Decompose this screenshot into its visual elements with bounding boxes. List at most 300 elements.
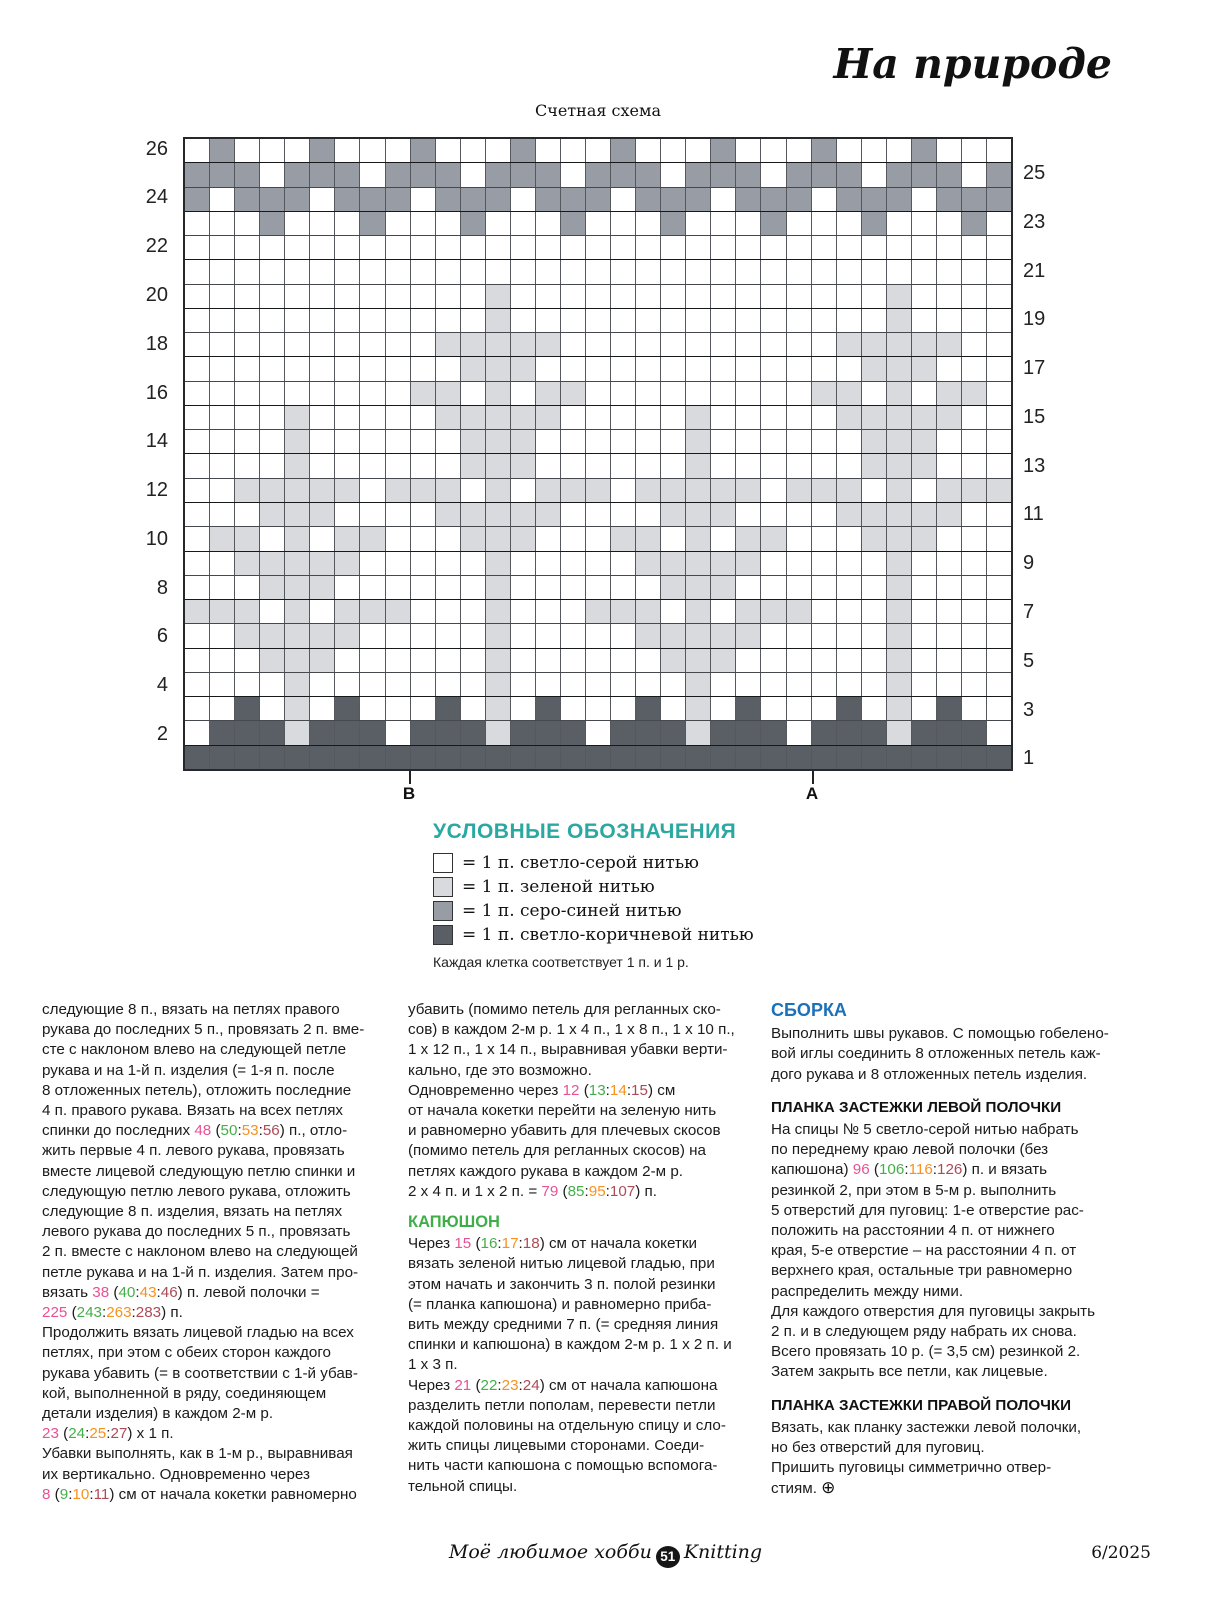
chart-cell [912,333,937,356]
chart-cell [787,649,812,672]
instruction-line: (помимо петель для регланных скосов) на [408,1142,706,1160]
chart-cell [736,746,761,769]
chart-cell [711,285,736,308]
chart-cell [285,527,310,550]
chart-cell [260,746,285,769]
size-value: 10 [72,1485,90,1503]
chart-cell [661,721,686,744]
row-number: 26 [145,138,168,160]
chart-cell [536,527,561,550]
legend-swatch [433,853,453,873]
chart-cell [711,479,736,502]
chart-cell [711,406,736,429]
row-number: 22 [145,235,168,257]
chart-cell [761,163,786,186]
chart-cell [411,406,436,429]
chart-cell [711,260,736,283]
chart-cell [411,139,436,162]
end-of-pattern-icon: ⊕ [821,1478,836,1498]
chart-cell [210,552,235,575]
chart-legend [433,820,754,970]
chart-cell [486,163,511,186]
legend-item [433,875,754,899]
instruction-line: их вертикально. Одновременно через [42,1465,311,1483]
chart-cell [912,139,937,162]
chart-cell [210,357,235,380]
chart-cell [386,382,411,405]
chart-cell [511,406,536,429]
repeat-tick-b [409,771,411,784]
chart-cell [887,188,912,211]
chart-cell [887,552,912,575]
chart-cell [686,382,711,405]
chart-cell [486,479,511,502]
chart-cell [235,357,260,380]
chart-cell [386,285,411,308]
chart-cell [360,382,385,405]
instruction-line: 2 п. вместе с наклоном влево на следующей [42,1243,358,1261]
chart-cell [962,406,987,429]
chart-cell [411,357,436,380]
chart-cell [536,163,561,186]
chart-cell [962,479,987,502]
instruction-line: Выполнить швы рукавов. С помощью гобелено- [771,1025,1109,1043]
chart-cell [761,188,786,211]
chart-cell [185,382,210,405]
chart-cell [912,406,937,429]
chart-cell [711,697,736,720]
chart-cell [511,285,536,308]
chart-cell [436,527,461,550]
chart-cell [661,430,686,453]
chart-cell [661,236,686,259]
chart-cell [837,212,862,235]
chart-cell [987,212,1011,235]
chart-cell [210,624,235,647]
chart-cell [461,212,486,235]
chart-cell [486,600,511,623]
chart-cell [260,188,285,211]
instruction-line: 1 х 3 п. [408,1356,458,1374]
chart-cell [636,285,661,308]
chart-cell [210,697,235,720]
chart-cell [536,503,561,526]
chart-cell [386,600,411,623]
chart-cell [636,309,661,332]
chart-row [185,309,1011,333]
chart-cell [661,552,686,575]
row-number: 20 [145,284,168,306]
chart-cell [511,673,536,696]
chart-cell [386,139,411,162]
chart-cell [461,673,486,696]
chart-cell [235,260,260,283]
chart-cell [185,357,210,380]
chart-cell [411,333,436,356]
instruction-line: рукава и на 1-й п. изделия (= 1-я п. после [42,1061,335,1079]
chart-cell [937,357,962,380]
chart-cell [812,430,837,453]
chart-cell [987,746,1011,769]
chart-cell [235,163,260,186]
chart-cell [736,309,761,332]
chart-cell [536,624,561,647]
chart-cell [812,285,837,308]
chart-cell [561,188,586,211]
chart-cell [185,285,210,308]
chart-cell [812,552,837,575]
chart-cell [586,454,611,477]
chart-cell [386,576,411,599]
chart-cell [736,649,761,672]
legend-title: УСЛОВНЫЕ ОБОЗНАЧЕНИЯ [433,820,737,843]
chart-cell [310,260,335,283]
chart-cell [812,600,837,623]
chart-cell [812,721,837,744]
chart-cell [210,163,235,186]
chart-cell [636,552,661,575]
chart-cell [711,357,736,380]
chart-cell [561,697,586,720]
chart-cell [511,260,536,283]
chart-cell [511,624,536,647]
chart-cell [887,236,912,259]
size-value: 38 [92,1283,110,1301]
chart-cell [235,454,260,477]
chart-row [185,139,1011,163]
chart-cell [335,163,360,186]
chart-cell [812,309,837,332]
chart-cell [360,527,385,550]
chart-cell [887,673,912,696]
chart-cell [285,139,310,162]
chart-cell [561,236,586,259]
chart-cell [285,236,310,259]
instruction-line: этом начать и закончить 3 п. полой резинки [408,1275,716,1293]
chart-cell [486,552,511,575]
chart-cell [787,697,812,720]
chart-cell [661,260,686,283]
row-number: 8 [156,577,168,599]
instruction-line: разделить петли пополам, перевести петли [408,1396,716,1414]
chart-cell [586,552,611,575]
chart-cell [411,624,436,647]
chart-cell [711,454,736,477]
chart-cell [486,260,511,283]
chart-cell [260,552,285,575]
chart-cell [360,212,385,235]
chart-cell [937,576,962,599]
chart-cell [335,333,360,356]
chart-cell [887,746,912,769]
chart-cell [335,527,360,550]
row-number: 21 [1023,260,1046,282]
size-value: 283 [135,1304,162,1322]
chart-cell [511,697,536,720]
chart-cell [912,697,937,720]
chart-cell [310,163,335,186]
instruction-line: Пришить пуговицы симметрично отвер- [771,1459,1052,1477]
chart-cell [436,746,461,769]
footer-magazine-sub: Knitting [683,1541,763,1563]
chart-cell [210,188,235,211]
chart-cell [812,406,837,429]
chart-cell [360,236,385,259]
chart-cell [536,260,561,283]
chart-cell [461,721,486,744]
chart-cell [862,236,887,259]
chart-cell [962,285,987,308]
chart-cell [536,479,561,502]
chart-cell [310,600,335,623]
row-number: 24 [145,186,168,208]
instruction-line: петле рукава и на 1-й п. изделия. Затем про- [42,1263,359,1281]
chart-cell [210,139,235,162]
chart-cell [185,697,210,720]
chart-cell [461,649,486,672]
chart-cell [461,236,486,259]
size-value: 79 [541,1182,559,1200]
chart-cell [235,624,260,647]
chart-cell [511,721,536,744]
chart-cell [285,163,310,186]
chart-cell [285,212,310,235]
chart-cell [436,600,461,623]
chart-cell [912,188,937,211]
chart-cell [611,188,636,211]
chart-cell [335,236,360,259]
chart-cell [661,357,686,380]
chart-cell [837,382,862,405]
chart-cell [360,139,385,162]
chart-cell [586,649,611,672]
chart-cell [636,406,661,429]
chart-row [185,430,1011,454]
chart-cell [987,260,1011,283]
chart-cell [837,649,862,672]
chart-row [185,406,1011,430]
chart-cell [285,406,310,429]
chart-cell [812,503,837,526]
chart-cell [636,479,661,502]
chart-cell [511,479,536,502]
chart-cell [260,260,285,283]
instruction-line: спинки до последних 48 (50:53:56) п., отло- [42,1122,348,1140]
chart-cell [310,430,335,453]
chart-cell [611,382,636,405]
chart-cell [887,697,912,720]
chart-cell [862,721,887,744]
instruction-line: края, 5-е отверстие – на расстоянии 4 п. от [771,1242,1077,1260]
row-number: 9 [1023,552,1035,574]
size-value: 9 [59,1485,69,1503]
size-value: 11 [93,1485,110,1503]
instruction-line: петлях каждого рукава в каждом 2-м р. [408,1162,683,1180]
chart-cell [862,163,887,186]
chart-cell [586,333,611,356]
chart-cell [787,430,812,453]
chart-cell [812,576,837,599]
chart-cell [386,333,411,356]
chart-cell [611,260,636,283]
chart-cell [887,406,912,429]
chart-cell [937,721,962,744]
chart-cell [686,552,711,575]
chart-cell [661,212,686,235]
chart-cell [536,600,561,623]
chart-cell [260,357,285,380]
chart-cell [711,527,736,550]
chart-cell [310,454,335,477]
chart-cell [235,649,260,672]
chart-cell [586,357,611,380]
chart-cell [611,673,636,696]
size-value: 15 [631,1081,648,1099]
chart-cell [210,212,235,235]
instruction-line: распределить между ними. [771,1282,964,1300]
chart-cell [987,527,1011,550]
size-value: 85 [567,1182,585,1200]
section-heading: ПЛАНКА ЗАСТЕЖКИ ЛЕВОЙ ПОЛОЧКИ [771,1098,1062,1116]
chart-cell [711,503,736,526]
row-number: 15 [1023,406,1046,428]
chart-cell [736,236,761,259]
size-value: 23 [42,1425,59,1443]
instruction-line: 1 х 12 п., 1 х 14 п., выравнивая убавки верти- [408,1041,728,1059]
chart-cell [486,236,511,259]
chart-cell [661,697,686,720]
chart-cell [862,454,887,477]
chart-cell [812,624,837,647]
chart-cell [360,260,385,283]
page-title: На природе [833,40,1112,88]
chart-cell [837,600,862,623]
chart-cell [411,309,436,332]
instruction-line: 2 п. и в следующем ряду набрать их снова. [771,1323,1077,1341]
chart-cell [310,503,335,526]
chart-cell [636,382,661,405]
chart-cell [386,236,411,259]
instruction-line: верхнего края, остальные три равномерно [771,1262,1073,1280]
chart-cell [386,406,411,429]
chart-cell [787,721,812,744]
chart-cell [812,139,837,162]
chart-cell [837,746,862,769]
chart-cell [787,600,812,623]
chart-cell [436,357,461,380]
chart-cell [411,552,436,575]
chart-cell [360,721,385,744]
chart-cell [661,576,686,599]
instruction-line: На спицы № 5 светло-серой нитью набрать [771,1121,1079,1139]
chart-cell [661,406,686,429]
chart-cell [335,649,360,672]
size-value: 24 [68,1425,86,1443]
chart-cell [411,649,436,672]
chart-cell [912,454,937,477]
chart-cell [461,139,486,162]
chart-cell [837,503,862,526]
chart-cell [586,624,611,647]
chart-cell [411,527,436,550]
chart-cell [686,406,711,429]
chart-cell [862,576,887,599]
chart-cell [736,285,761,308]
footer [0,1541,1211,1568]
chart-cell [285,746,310,769]
chart-cell [736,600,761,623]
chart-cell [686,697,711,720]
chart-cell [411,697,436,720]
instruction-line: 2 х 4 п. и 1 х 2 п. = 79 (85:95:107) п. [408,1182,657,1200]
chart-cell [511,163,536,186]
chart-cell [761,624,786,647]
chart-cell [210,479,235,502]
chart-cell [360,454,385,477]
chart-cell [185,430,210,453]
chart-cell [787,527,812,550]
chart-cell [937,552,962,575]
chart-cell [686,746,711,769]
chart-cell [812,333,837,356]
chart-cell [185,454,210,477]
chart-cell [436,382,461,405]
instruction-line: (= планка капюшона) и равномерно приба- [408,1295,712,1313]
chart-cell [310,746,335,769]
chart-cell [511,746,536,769]
chart-cell [887,139,912,162]
chart-cell [937,527,962,550]
chart-cell [912,649,937,672]
chart-cell [436,649,461,672]
chart-cell [536,212,561,235]
size-value: 40 [118,1283,136,1301]
instruction-line: рукава убавить (= в соответствии с 1-й убав- [42,1364,358,1382]
chart-cell [611,527,636,550]
chart-cell [285,285,310,308]
chart-cell [611,139,636,162]
chart-cell [260,212,285,235]
chart-cell [185,333,210,356]
row-number: 4 [156,674,168,696]
instruction-line: петлях, при этом с обеих сторон каждого [42,1344,331,1362]
chart-cell [386,309,411,332]
chart-cell [686,188,711,211]
chart-cell [360,697,385,720]
chart-cell [486,285,511,308]
chart-cell [686,527,711,550]
chart-cell [912,576,937,599]
chart-cell [235,236,260,259]
chart-cell [260,163,285,186]
chart-cell [486,406,511,429]
chart-cell [436,236,461,259]
chart-cell [611,649,636,672]
chart-cell [360,285,385,308]
chart-cell [386,188,411,211]
chart-cell [912,673,937,696]
instruction-line: 225 (243:263:283) п. [42,1304,183,1322]
row-number: 7 [1023,601,1035,623]
chart-cell [235,552,260,575]
chart-cell [736,406,761,429]
chart-cell [561,309,586,332]
chart-cell [511,333,536,356]
chart-cell [812,357,837,380]
chart-cell [586,406,611,429]
chart-cell [711,746,736,769]
chart-cell [360,624,385,647]
